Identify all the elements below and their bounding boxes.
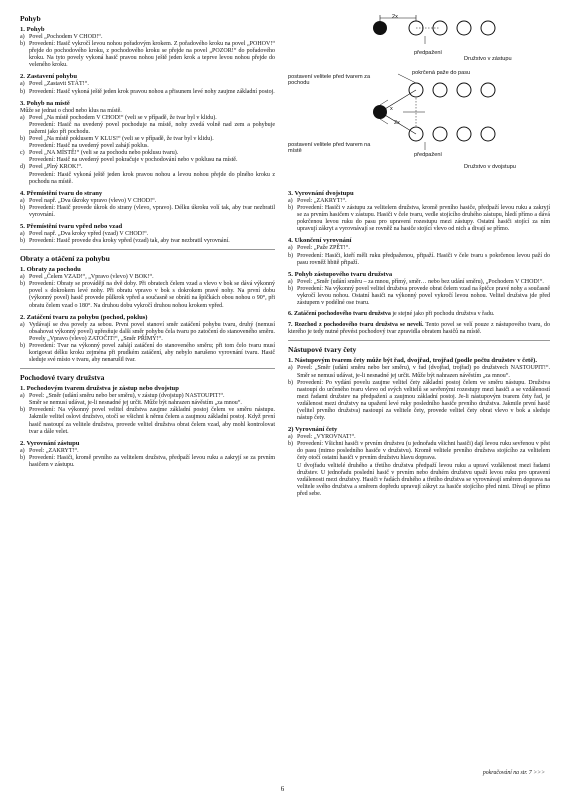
subsection-zataceni <box>20 314 275 365</box>
paragraph: Provedení: Hasič na uvedený povel pochoduje na místě, nohy zvedá volně nad zem a pohybuje pažemi jako při pochodu. <box>29 121 275 135</box>
list-item: a) Povel „Zastavit STÁT!“. <box>20 81 89 88</box>
label-druzstvo-dvojstup: Družstvo v dvojstupu <box>464 164 516 170</box>
list-item: a) Povel: „Směr (udání směru nebo ber směru), v zástup (dvojstup) NASTOUPIT!“. <box>20 393 225 400</box>
paragraph: Provedení: Hasič vykoná ještě jeden krok pravou nohou a levou nohou přejde do plného kroku z pochodu na místě. <box>29 171 275 185</box>
paragraph-rozchod: 7. Rozchod z pochodového tvaru družstva se nevelí. Tento povel se velí pouze z nástupového tvaru, do kterého je tedy nutné převést pochodový tvar zpravidla obratem hasičů na místě. <box>288 322 550 336</box>
label-druzstvo-zastup: Družstvo v zástupu <box>464 56 512 62</box>
member-circle <box>481 21 495 35</box>
member-circle <box>457 127 471 141</box>
subsection-zastaveni <box>20 73 275 95</box>
list-item: a) Povel: „VYROVNAT!“. <box>288 434 356 441</box>
member-circle <box>457 83 471 97</box>
label-velitel-misto: postavení velitele před tvarem na místě <box>288 142 371 155</box>
label-velitel-pochod: postavení velitele před tvarem za pochodu <box>288 74 371 87</box>
section-heading-pohyb: Pohyb <box>20 14 41 23</box>
subsection-title: 1. Obraty za pochodu <box>20 266 81 274</box>
subsection-title: 5. Pohyb zástupového tvaru družstva <box>288 270 393 278</box>
member-circle <box>457 21 471 35</box>
list-item: a) Povel: „Směr (udání směru nebo ber směru), v řad (dvojřad, trojřad) po družstvech NASTOUPIT!“. Směr se nemusí udávat, je-li nesnadné jej určit. Může být nahrazen návěstím „za mnou“. <box>288 365 550 379</box>
list-item: b) Provedení: Hasiči, kteří měli ruku předpaženou, připaží. Hasiči v čele tvaru s pokrčenou levou paží do pasu rovněž hbitě připaží. <box>288 252 550 266</box>
continued-note: pokračování na str. 7 >>> <box>482 770 545 776</box>
list-item: b) Provedení: Hasič vykoná ještě jeden krok pravou nohou a přisunem levé nohy zaujme základní postoj. <box>20 88 275 95</box>
member-circle <box>433 127 447 141</box>
list-item: b) Provedení: Na výkonný povel velitel družstva zaujme základní postoj čelem ve směru nástupu. Jakmile velitel oslovi družstvo, otočí se všichni k němu čelem a zaujmou základní postoj. Když první hasič nastoupí za velitele družstva, provede velitel družstva obrat čelem vzad, aby mohl kontrolovat tvar a dále velet. <box>20 407 275 435</box>
list-item: a) Povel: „Směr (udání směru – za mnou, přímý, směr… nebo bez udání směru), „Pochodem V CHOD!“. <box>288 278 544 285</box>
subsection-vyrovnani-zastupu <box>20 440 275 469</box>
paragraph: U dvojřadu velitelé druhého a třetího družstva předpaží levou ruku a upraví vzdálenost mezi řadami družstev. U jednořadu poslední hasič v prvním nebo druhém družstvu upaží levou ruku pro upravení vzdálenosti mezi družstvy. Hasiči v řadách druhého a třetího družstva se vyrovnávají směrem doprava na velitele svého družstva a směrem dopředu upravují zákryt za hasiče stojícího před nimi. Dívají se přímo před sebe. <box>297 462 550 497</box>
list-item: b) Provedení: Tvar na výkonný povel zahájí zatáčení do stanoveného směru; při tom čelo tvaru musí korigovat délku kroku zejména při prudkém zatáčení, aby nebylo narušeno vyrovnání tvaru. Hasič sleduje své místo v tvaru, aby nenarušil tvar. <box>20 342 275 364</box>
section-heading-nastupove-tvary: Nástupové tvary čety <box>288 345 357 355</box>
list-item: c) Povel „NA MÍSTĚ!“ (veli se za pochodu nebo poklusu tvaru). <box>20 150 179 157</box>
list-item: a) Povel: „ZAKRYT!“. <box>288 198 347 204</box>
list-item: a) Vydávají se dva povely za sebou. První povel stanoví směr zatáčení pohybu tvaru, druhý (nemusí obsahovat výkonný povel) upřesňuje další směr pohybu čela tvaru po zatočení do stanoveného směru. Povely „Vpravo (vlevo) ZATOČIT!“, „Směr PŘÍMÝ!“. <box>20 321 275 342</box>
list-item: b) Provedení: Hasič provede úkrok do strany (vlevo, vpravo). Délku úkroku volí tak, aby tvar nezbratil vyrovnání. <box>20 204 275 218</box>
paragraph: Může se jednat o chod nebo klus na místě. <box>20 107 122 114</box>
list-item: b) Provedení: Hasič vykročí levou nohou pořadovým krokem. Z pořadového kroku na povel „POHOV!“ přejde do pochodového kroku, z pochodového kroku se přejde na povel „POZOR!“ do pořadového kroku. Na tyto povely vykoná hasič pravou nohou ještě jeden krok a teprve levou nohou přejde do veleného kroku. <box>20 41 275 69</box>
list-item: a) Povel: „ZAKRYT!“. <box>20 447 79 454</box>
member-circle <box>433 83 447 97</box>
subsection-title: 1. Nástupovým tvarem čety může být řad, dvojřad, trojřad (podle počtu družstev v četě). <box>288 357 537 365</box>
formation-diagram-svg <box>288 14 550 186</box>
section-heading-pochodove-tvary: Pochodové tvary družstva <box>20 373 105 383</box>
subsection-title: 2) Vyrovnání čety <box>288 426 338 434</box>
subsection-pohyb <box>20 26 275 69</box>
section-heading-obraty: Obraty a otáčení za pohybu <box>20 254 110 264</box>
label-predpazeni: předpažení <box>414 50 442 56</box>
subsection-title: 5. Přemístění tvaru vpřed nebo vzad <box>20 222 123 230</box>
list-item: b) Provedení: Po vydání povelu zaujme velitel čety základní postoj čelem ve směru nástupu. Družstva nastoupí do určeného tvaru vlevo od svých velitelů se sevřenými rozestupy mezi hasiči a se vzdáleností mezi řadami družstev na předpažení a zaujmou základní postoj. Je-li nástupovým tvarem čety řad, je vzdálenost mezi družstvy na upažení levé ruky posledního hasiče prvního družstva. Jakmile první hasič (velitel prvního družstva) nastoupí za velitele čety, provede velitel čety obrat vlevo v bok a sleduje nástup čety. <box>288 379 550 422</box>
paragraph: Provedení: Hasič na uvedený povel pokračuje v pochodování nebo v poklusu na místě. <box>29 157 238 164</box>
label-pokrcena-paze: pokrčená paže do pasu <box>412 70 471 76</box>
list-item: b) Provedení: Hasiči, kromě prvního za velitelem družstva, předpaží levou ruku a zakryjí se za prvním hasičem v zástupu. <box>20 454 275 468</box>
subsection-nastupovy-tvar-cety <box>288 357 550 422</box>
subsection-title: 2. Vyrovnání zástupu <box>20 439 80 447</box>
divider <box>20 249 275 250</box>
list-item: a) Povel např. „Dva úkroky vpravo (vlevo) V CHOD!“. <box>20 197 157 204</box>
paragraph: Provedení: Hasič na uvedený povel zahájí poklus. <box>29 143 149 150</box>
leader-circle <box>373 21 387 35</box>
right-column <box>288 14 550 502</box>
list-item: a) Povel např. „Dva kroky vpřed (vzad) V CHOD!“. <box>20 230 149 237</box>
subsection-title: 2. Zastavení pohybu <box>20 73 77 81</box>
subsection-premisteni-strany <box>20 190 275 219</box>
subsection-premisteni-vpred <box>20 223 275 245</box>
list-item: b) Provedení: Obraty se provádějí na dvě doby. Při obratech čelem vzad a vlevo v bok se dává výkonný povel s dokrokem levé nohy. Při obratu vpravo v bok s dokrokem pravé nohy. Na první dobu (výkonný povel) hasič provede půlkrok vpřed a současně se obrátí na špičkách obou nohou o 90°, při obratu čelem vzad o 180°. Na druhou dobu vykročí druhou nohou krokem vpřed. <box>20 281 275 309</box>
paragraph: Směr se nemusí udávat, je-li nesnadné jej určit. Může být nahrazen návěstím „za mnou“. <box>29 400 242 407</box>
subsection-vyrovnani-dvojstupu <box>288 190 550 233</box>
subsection-title: 4. Přemístění tvaru do strany <box>20 189 103 197</box>
left-column <box>20 14 275 473</box>
list-item: a) Povel „Čelem VZAD!“, „Vpravo (vlevo) V BOK!“. <box>20 274 154 281</box>
subsection-title: 2. Zatáčení tvaru za pohybu (pochod, poklus) <box>20 313 148 321</box>
label-dimension-2x: 2x <box>392 14 398 20</box>
list-item: b) Provedení: Na výkonný povel velitel družstva provede obrat čelem vzad na špičce pravé nohy a současně vykročí levou nohou. Ostatní hasiči na výkonný povel vykročí levou nohou. Velitel družstva jde před zástupem v podélné ose tvaru. <box>288 285 550 307</box>
subsection-ukonceni-vyrovnani <box>288 237 550 266</box>
label-dimension-2x-b: 2x <box>394 120 400 126</box>
subsection-title: 1. Pohyb <box>20 26 45 33</box>
member-circle <box>481 83 495 97</box>
subsection-pohyb-na-miste <box>20 100 275 186</box>
formation-diagram <box>288 14 550 186</box>
list-item: b) Provedení: Hasič provede dva kroky vpřed (vzad) tak, aby tvar nezbratil vyrovnání. <box>20 238 230 245</box>
list-item: a) Povel: „Paže ZPĚT!“. <box>288 245 350 252</box>
page-number: 6 <box>280 785 285 793</box>
subsection-title: 1. Pochodovým tvarem družstva je zástup nebo dvojstup <box>20 385 179 393</box>
list-item: b) Provedení: Hasiči v zástupu za velitelem družstva, kromě prvního hasiče, předpaží levou ruku a zakryjí se za prvním hasičem v zástupu. Hasiči v čele tvaru, vedle stojícího druhého zástupu, hledí přímo a dává pokrčenou levou ruku do pasu pro upravení rozestupu mezi zástupy. Ostatní hasiči stojící za ním upravují zákryt a vyrovnávají se rovněž na hasiče stojící vlevo od nich a divají se přímo. <box>288 205 550 233</box>
divider <box>288 340 550 341</box>
divider <box>20 368 275 369</box>
label-dimension-x: x <box>390 106 393 112</box>
subsection-pohyb-zastupoveho-tvaru <box>288 271 550 307</box>
member-circle <box>481 127 495 141</box>
position-line <box>380 90 416 112</box>
list-item: d) Povel „Plný KROK!“. <box>20 164 83 171</box>
subsection-zastup-dvojstup <box>20 385 275 436</box>
subsection-title: 4. Ukončení vyrovnání <box>288 237 352 245</box>
subsection-obraty-za-pochodu <box>20 266 275 309</box>
list-item: b) Provedení: Všichni hasiči v prvním družstvu (u jednořadu všichni hasiči) dají levou ruku sevřenou v pěst do pasu (mimo posledního hasiče v družstvu). Kromě velitele prvního družstva stojícího za velitelem čety otočí ostatní hasiči v prvním družstvu hlavu doprava. <box>288 441 550 462</box>
subsection-title: 3. Pohyb na místě <box>20 99 70 107</box>
list-item: b) Povel „Na místě poklusem V KLUS!“ (veli se v případě, že tvar byl v klidu). <box>20 136 214 143</box>
list-item: a) Povel „Na místě pochodem V CHOD!“ (veli se v případě, že tvar byl v klidu). <box>20 114 217 121</box>
subsection-title: 3. Vyrovnání dvojstupu <box>288 190 354 197</box>
list-item: a) Povel „Pochodem V CHOD!“. <box>20 34 103 40</box>
label-predpazeni-2: předpažení <box>414 152 442 158</box>
paragraph-zataceni-pochodoveho: 6. Zatáčení pochodového tvaru družstva je stejné jako při pochodu družstva v řadu. <box>288 311 495 318</box>
subsection-vyrovnani-cety <box>288 426 550 498</box>
